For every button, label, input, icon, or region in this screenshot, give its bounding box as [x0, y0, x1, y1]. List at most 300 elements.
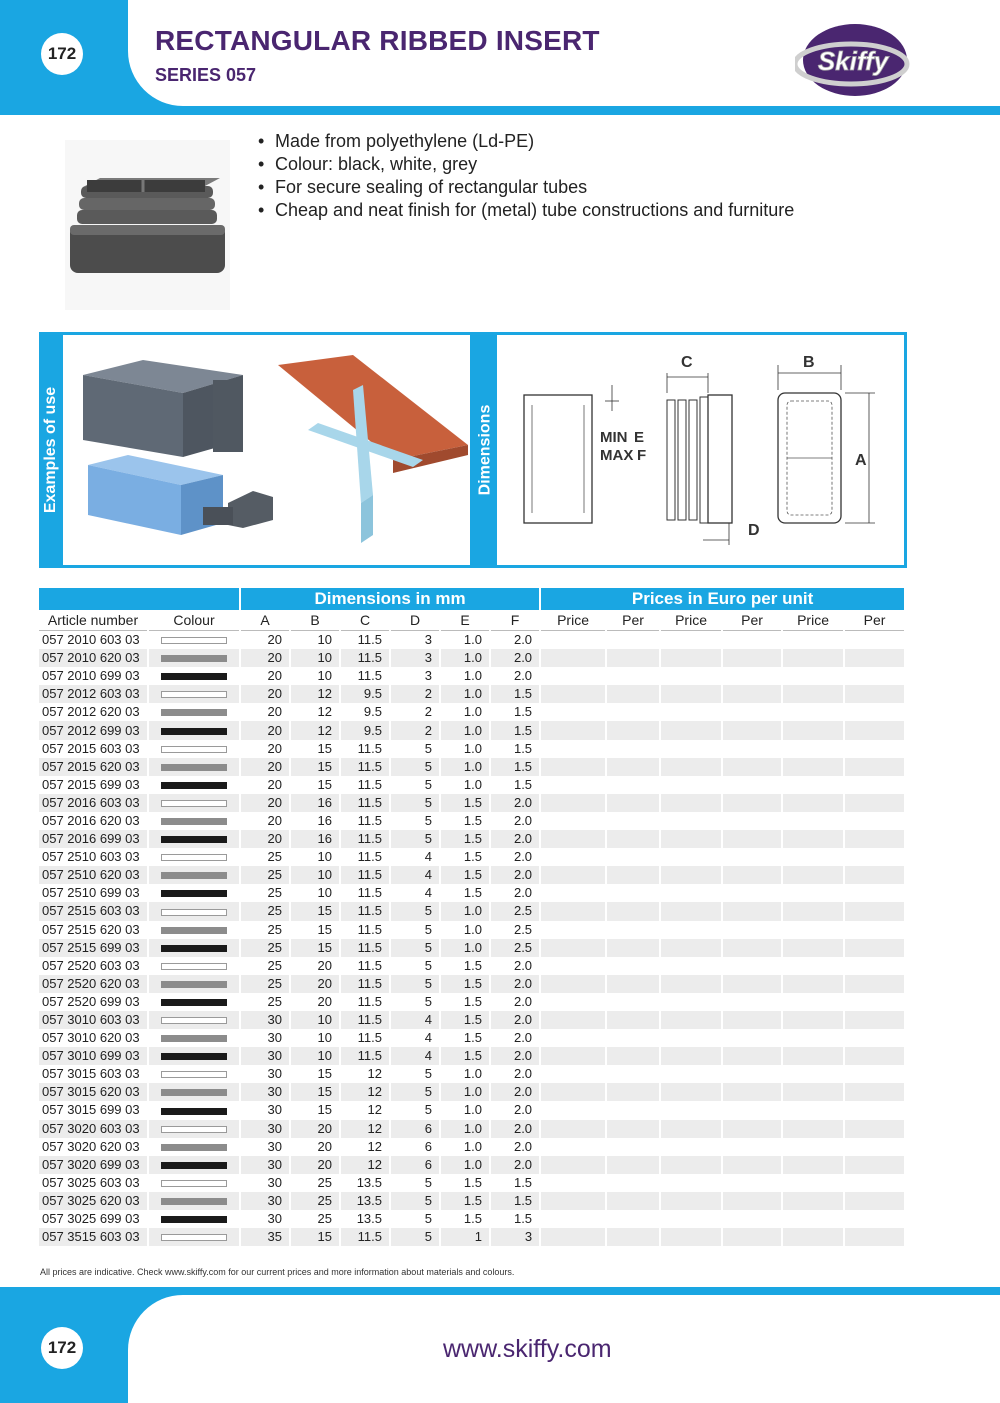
price-cell [541, 721, 605, 739]
dim-c-cell: 11.5 [341, 1228, 389, 1246]
colour-swatch [161, 945, 227, 952]
dim-f-cell: 1.5 [513, 1174, 533, 1190]
col-article-number: Article number [39, 610, 147, 631]
per-cell [607, 1083, 659, 1101]
examples-panel [39, 332, 473, 568]
article-number-cell: 057 2010 699 03 [42, 668, 140, 684]
col-f: F [491, 610, 539, 631]
colour-cell [149, 830, 239, 848]
per-cell [845, 830, 904, 848]
dim-f-cell: 2.0 [491, 1156, 539, 1174]
colour-cell [149, 848, 239, 866]
dim-a-cell: 35 [241, 1228, 289, 1246]
dim-f-cell: 2.0 [513, 632, 533, 648]
price-cell [541, 921, 605, 939]
article-number-cell: 057 2010 603 03 [42, 632, 140, 648]
article-number-cell: 057 2510 699 03 [42, 885, 140, 901]
dim-a-cell: 20 [267, 776, 282, 792]
dim-e-cell: 1.5 [463, 885, 482, 901]
dim-d-cell: 5 [391, 830, 439, 848]
dim-c-cell: 11.5 [357, 921, 382, 937]
col-price-3: Price [783, 610, 843, 631]
article-number-cell: 057 2510 620 03 [39, 866, 147, 884]
colour-cell [149, 1083, 239, 1101]
price-cell [661, 685, 721, 703]
per-cell [723, 740, 781, 758]
dim-b-cell: 15 [317, 921, 332, 937]
feature-item: • For secure sealing of rectangular tubes [258, 176, 794, 199]
article-number-cell: 057 3015 603 03 [42, 1066, 140, 1082]
group-header-dimensions: Dimensions in mm [241, 588, 539, 610]
table-row [39, 703, 904, 721]
dim-f-cell: 2.5 [491, 902, 539, 920]
svg-text:B: B [803, 354, 815, 371]
per-cell [845, 1065, 904, 1083]
dim-a-cell: 25 [241, 975, 289, 993]
per-cell [723, 685, 781, 703]
price-cell [661, 794, 721, 812]
price-cell [541, 758, 605, 776]
dim-e-cell: 1.0 [463, 740, 482, 756]
price-cell [783, 703, 843, 721]
dim-f-cell: 2.0 [513, 849, 533, 865]
group-header-blank [39, 588, 239, 610]
price-cell [541, 631, 605, 649]
table-row [39, 721, 904, 739]
dim-f-cell: 2.0 [513, 957, 533, 973]
price-cell [783, 1083, 843, 1101]
price-cell [661, 830, 721, 848]
table-row [39, 1011, 904, 1029]
price-cell [783, 776, 843, 794]
table-row [39, 631, 904, 649]
dim-d-cell: 4 [391, 866, 439, 884]
skiffy-logo [795, 20, 910, 100]
dim-e-cell: 1.0 [463, 632, 482, 648]
dim-d-cell: 4 [424, 885, 432, 901]
table-row [39, 649, 904, 667]
colour-cell [149, 957, 239, 975]
article-number-cell: 057 2015 620 03 [39, 758, 147, 776]
svg-text:E: E [634, 429, 645, 446]
colour-cell [149, 721, 239, 739]
product-image [65, 140, 230, 310]
dim-c-cell: 11.5 [357, 849, 382, 865]
dim-d-cell: 5 [424, 1066, 432, 1082]
price-cell [661, 975, 721, 993]
article-number-cell: 057 3515 603 03 [39, 1228, 147, 1246]
per-cell [607, 975, 659, 993]
price-cell [541, 812, 605, 830]
price-cell [541, 830, 605, 848]
dim-c-cell: 11.5 [357, 632, 382, 648]
dim-b-cell: 25 [291, 1192, 339, 1210]
dim-c-cell: 12 [341, 1120, 389, 1138]
dim-a-cell: 25 [267, 993, 282, 1009]
per-cell [845, 721, 904, 739]
per-cell [723, 812, 781, 830]
dim-f-cell: 2.0 [513, 1066, 533, 1082]
dim-e-cell: 1.5 [463, 1030, 482, 1046]
dim-d-cell: 5 [391, 939, 439, 957]
article-number-cell: 057 2012 603 03 [39, 685, 147, 703]
price-cell [783, 649, 843, 667]
price-cell [661, 1210, 721, 1228]
colour-cell [149, 1029, 239, 1047]
dim-f-cell: 2.0 [491, 1120, 539, 1138]
price-cell [541, 993, 605, 1011]
dim-e-cell: 1.0 [441, 939, 489, 957]
dim-a-cell: 25 [267, 921, 282, 937]
dim-d-cell: 5 [391, 975, 439, 993]
per-cell [723, 1029, 781, 1047]
dim-d-cell: 5 [391, 1083, 439, 1101]
per-cell [845, 975, 904, 993]
price-cell [661, 812, 721, 830]
article-number-cell: 057 2016 699 03 [39, 830, 147, 848]
dim-f-cell: 2.0 [491, 794, 539, 812]
price-cell [541, 957, 605, 975]
per-cell [723, 776, 781, 794]
page-title: RECTANGULAR RIBBED INSERT [155, 25, 600, 56]
dim-a-cell: 20 [241, 649, 289, 667]
colour-cell [149, 993, 239, 1011]
dim-a-cell: 20 [241, 830, 289, 848]
dim-e-cell: 1.0 [441, 1120, 489, 1138]
article-number-cell: 057 3020 603 03 [39, 1120, 147, 1138]
price-cell [783, 721, 843, 739]
per-cell [845, 884, 904, 902]
per-cell [723, 721, 781, 739]
per-cell [845, 1047, 904, 1065]
dim-e-cell: 1.0 [441, 758, 489, 776]
dim-e-cell: 1.5 [463, 1211, 482, 1227]
per-cell [845, 1138, 904, 1156]
colour-swatch [161, 782, 227, 789]
dim-a-cell: 25 [241, 866, 289, 884]
dim-a-cell: 20 [267, 812, 282, 828]
per-cell [607, 1210, 659, 1228]
colour-swatch [161, 927, 227, 934]
dim-c-cell: 11.5 [341, 1047, 389, 1065]
per-cell [723, 921, 781, 939]
dim-c-cell: 11.5 [341, 794, 389, 812]
dim-e-cell: 1.0 [441, 902, 489, 920]
colour-swatch [161, 1126, 227, 1133]
dim-c-cell: 13.5 [341, 1192, 389, 1210]
price-cell [661, 667, 721, 685]
per-cell [607, 1156, 659, 1174]
colour-swatch [161, 1053, 227, 1060]
colour-swatch [161, 1198, 227, 1205]
colour-cell [149, 902, 239, 920]
colour-swatch [161, 1216, 227, 1223]
dim-a-cell: 30 [241, 1192, 289, 1210]
price-cell [783, 812, 843, 830]
price-cell [661, 921, 721, 939]
col-d: D [391, 610, 439, 631]
dim-b-cell: 20 [291, 1156, 339, 1174]
per-cell [607, 1192, 659, 1210]
price-cell [661, 1192, 721, 1210]
table-row [39, 830, 904, 848]
per-cell [845, 1174, 904, 1192]
per-cell [607, 921, 659, 939]
dim-f-cell: 2.0 [513, 1102, 533, 1118]
dim-e-cell: 1.5 [441, 794, 489, 812]
dim-d-cell: 4 [391, 1047, 439, 1065]
per-cell [845, 993, 904, 1011]
dim-d-cell: 5 [391, 794, 439, 812]
feature-item: • Cheap and neat finish for (metal) tube constructions and furniture [258, 199, 794, 222]
colour-swatch [161, 800, 227, 807]
per-cell [723, 649, 781, 667]
dim-c-cell: 12 [367, 1066, 382, 1082]
examples-image [63, 335, 470, 565]
price-cell [783, 631, 843, 649]
colour-cell [149, 1156, 239, 1174]
dim-a-cell: 20 [267, 704, 282, 720]
dim-c-cell: 12 [341, 1156, 389, 1174]
table-row [39, 902, 904, 920]
per-cell [607, 1065, 659, 1083]
price-cell [661, 866, 721, 884]
colour-swatch [161, 637, 227, 644]
price-cell [783, 1120, 843, 1138]
dim-f-cell: 1.5 [513, 704, 533, 720]
svg-text:MAX: MAX [600, 447, 634, 464]
dim-a-cell: 30 [267, 1030, 282, 1046]
price-cell [661, 939, 721, 957]
per-cell [723, 1083, 781, 1101]
per-cell [723, 939, 781, 957]
dim-f-cell: 3 [491, 1228, 539, 1246]
per-cell [845, 631, 904, 649]
dim-a-cell: 30 [267, 1138, 282, 1154]
dim-f-cell: 2.0 [513, 668, 533, 684]
colour-swatch [161, 1089, 227, 1096]
colour-cell [149, 866, 239, 884]
dim-c-cell: 11.5 [341, 902, 389, 920]
per-cell [607, 667, 659, 685]
dim-d-cell: 5 [391, 902, 439, 920]
colour-cell [149, 939, 239, 957]
dim-d-cell: 5 [424, 921, 432, 937]
examples-illustration [63, 335, 470, 565]
dim-a-cell: 20 [267, 668, 282, 684]
per-cell [607, 758, 659, 776]
dim-c-cell: 11.5 [357, 776, 382, 792]
svg-text:F: F [637, 447, 647, 464]
per-cell [723, 1210, 781, 1228]
price-cell [783, 939, 843, 957]
price-cell [783, 1156, 843, 1174]
price-cell [783, 758, 843, 776]
per-cell [845, 1228, 904, 1246]
dim-b-cell: 10 [317, 849, 332, 865]
colour-cell [149, 975, 239, 993]
dim-e-cell: 1.0 [463, 776, 482, 792]
price-cell [661, 848, 721, 866]
website-link[interactable]: www.skiffy.com [443, 1335, 612, 1363]
price-cell [783, 830, 843, 848]
per-cell [723, 703, 781, 721]
colour-swatch [161, 890, 227, 897]
per-cell [723, 1011, 781, 1029]
dim-e-cell: 1.5 [441, 1192, 489, 1210]
dim-e-cell: 1.0 [441, 1083, 489, 1101]
group-header-prices: Prices in Euro per unit [541, 588, 904, 610]
price-cell [783, 667, 843, 685]
dim-b-cell: 15 [291, 939, 339, 957]
price-cell [783, 975, 843, 993]
dim-a-cell: 25 [267, 957, 282, 973]
dim-f-cell: 2.0 [491, 649, 539, 667]
dim-f-cell: 2.0 [491, 1083, 539, 1101]
price-cell [661, 1011, 721, 1029]
dim-d-cell: 3 [424, 668, 432, 684]
dim-e-cell: 1.0 [441, 721, 489, 739]
dim-d-cell: 6 [424, 1138, 432, 1154]
price-cell [541, 939, 605, 957]
table-row [39, 1047, 904, 1065]
table-row [39, 758, 904, 776]
dim-e-cell: 1.5 [441, 1011, 489, 1029]
price-cell [541, 667, 605, 685]
dim-a-cell: 20 [241, 721, 289, 739]
colour-swatch [161, 1180, 227, 1187]
dim-e-cell: 1.5 [463, 1174, 482, 1190]
colour-swatch [161, 691, 227, 698]
col-per-3: Per [845, 610, 904, 631]
table-row [39, 1210, 904, 1228]
dim-b-cell: 20 [291, 1120, 339, 1138]
dim-f-cell: 1.5 [513, 776, 533, 792]
per-cell [607, 902, 659, 920]
table-row [39, 1083, 904, 1101]
dim-c-cell: 11.5 [357, 740, 382, 756]
page-number-badge: 172 [41, 33, 83, 75]
dim-a-cell: 25 [241, 902, 289, 920]
col-a: A [241, 610, 289, 631]
dim-a-cell: 20 [267, 632, 282, 648]
dim-e-cell: 1.5 [441, 866, 489, 884]
price-cell [661, 721, 721, 739]
per-cell [607, 649, 659, 667]
price-cell [661, 884, 721, 902]
article-number-cell: 057 3015 620 03 [39, 1083, 147, 1101]
colour-swatch [161, 1017, 227, 1024]
per-cell [723, 830, 781, 848]
per-cell [723, 902, 781, 920]
price-cell [783, 794, 843, 812]
per-cell [723, 1138, 781, 1156]
dim-c-cell: 11.5 [341, 939, 389, 957]
table-row [39, 1192, 904, 1210]
per-cell [845, 1192, 904, 1210]
per-cell [607, 1047, 659, 1065]
dim-b-cell: 16 [291, 830, 339, 848]
dim-c-cell: 9.5 [341, 685, 389, 703]
dim-b-cell: 15 [291, 1228, 339, 1246]
price-cell [783, 1011, 843, 1029]
per-cell [845, 667, 904, 685]
table-row [39, 957, 904, 975]
dim-a-cell: 20 [241, 685, 289, 703]
dim-f-cell: 2.0 [491, 1047, 539, 1065]
col-price-2: Price [661, 610, 721, 631]
colour-cell [149, 1210, 239, 1228]
article-number-cell: 057 3015 699 03 [42, 1102, 140, 1118]
dim-b-cell: 10 [291, 1047, 339, 1065]
price-cell [783, 1065, 843, 1083]
per-cell [607, 939, 659, 957]
svg-text:D: D [748, 522, 760, 539]
dim-f-cell: 1.5 [491, 721, 539, 739]
table-row [39, 1174, 904, 1192]
dim-b-cell: 10 [317, 668, 332, 684]
dim-c-cell: 11.5 [357, 1030, 382, 1046]
per-cell [607, 812, 659, 830]
feature-item: • Colour: black, white, grey [258, 153, 794, 176]
price-cell [783, 957, 843, 975]
per-cell [845, 812, 904, 830]
per-cell [723, 1228, 781, 1246]
dim-c-cell: 11.5 [341, 975, 389, 993]
per-cell [723, 1192, 781, 1210]
dim-d-cell: 4 [424, 849, 432, 865]
per-cell [607, 703, 659, 721]
colour-cell [149, 740, 239, 758]
price-cell [541, 1138, 605, 1156]
col-c: C [341, 610, 389, 631]
dim-b-cell: 10 [291, 649, 339, 667]
price-cell [661, 1228, 721, 1246]
article-number-cell: 057 3020 699 03 [39, 1156, 147, 1174]
svg-text:A: A [855, 452, 867, 469]
footer-page-number-badge: 172 [41, 1327, 83, 1369]
dim-d-cell: 5 [424, 812, 432, 828]
dim-f-cell: 1.5 [513, 1211, 533, 1227]
price-cell [661, 649, 721, 667]
dim-c-cell: 11.5 [357, 812, 382, 828]
per-cell [845, 1029, 904, 1047]
page-subtitle: SERIES 057 [155, 65, 257, 85]
price-cell [783, 1029, 843, 1047]
per-cell [723, 1101, 781, 1119]
dim-b-cell: 10 [291, 1011, 339, 1029]
per-cell [845, 1101, 904, 1119]
dimensions-diagram [497, 335, 904, 565]
dim-a-cell: 30 [241, 1156, 289, 1174]
price-cell [541, 884, 605, 902]
dim-f-cell: 1.5 [513, 740, 533, 756]
dim-a-cell: 20 [267, 740, 282, 756]
dim-b-cell: 12 [317, 704, 332, 720]
price-cell [661, 1174, 721, 1192]
dim-b-cell: 16 [317, 812, 332, 828]
dim-d-cell: 5 [424, 740, 432, 756]
table-group-header [39, 588, 904, 610]
dim-b-cell: 12 [291, 721, 339, 739]
dim-e-cell: 1.5 [463, 993, 482, 1009]
dim-b-cell: 25 [317, 1174, 332, 1190]
per-cell [845, 776, 904, 794]
per-cell [607, 830, 659, 848]
colour-cell [149, 884, 239, 902]
per-cell [607, 794, 659, 812]
dim-b-cell: 12 [291, 685, 339, 703]
